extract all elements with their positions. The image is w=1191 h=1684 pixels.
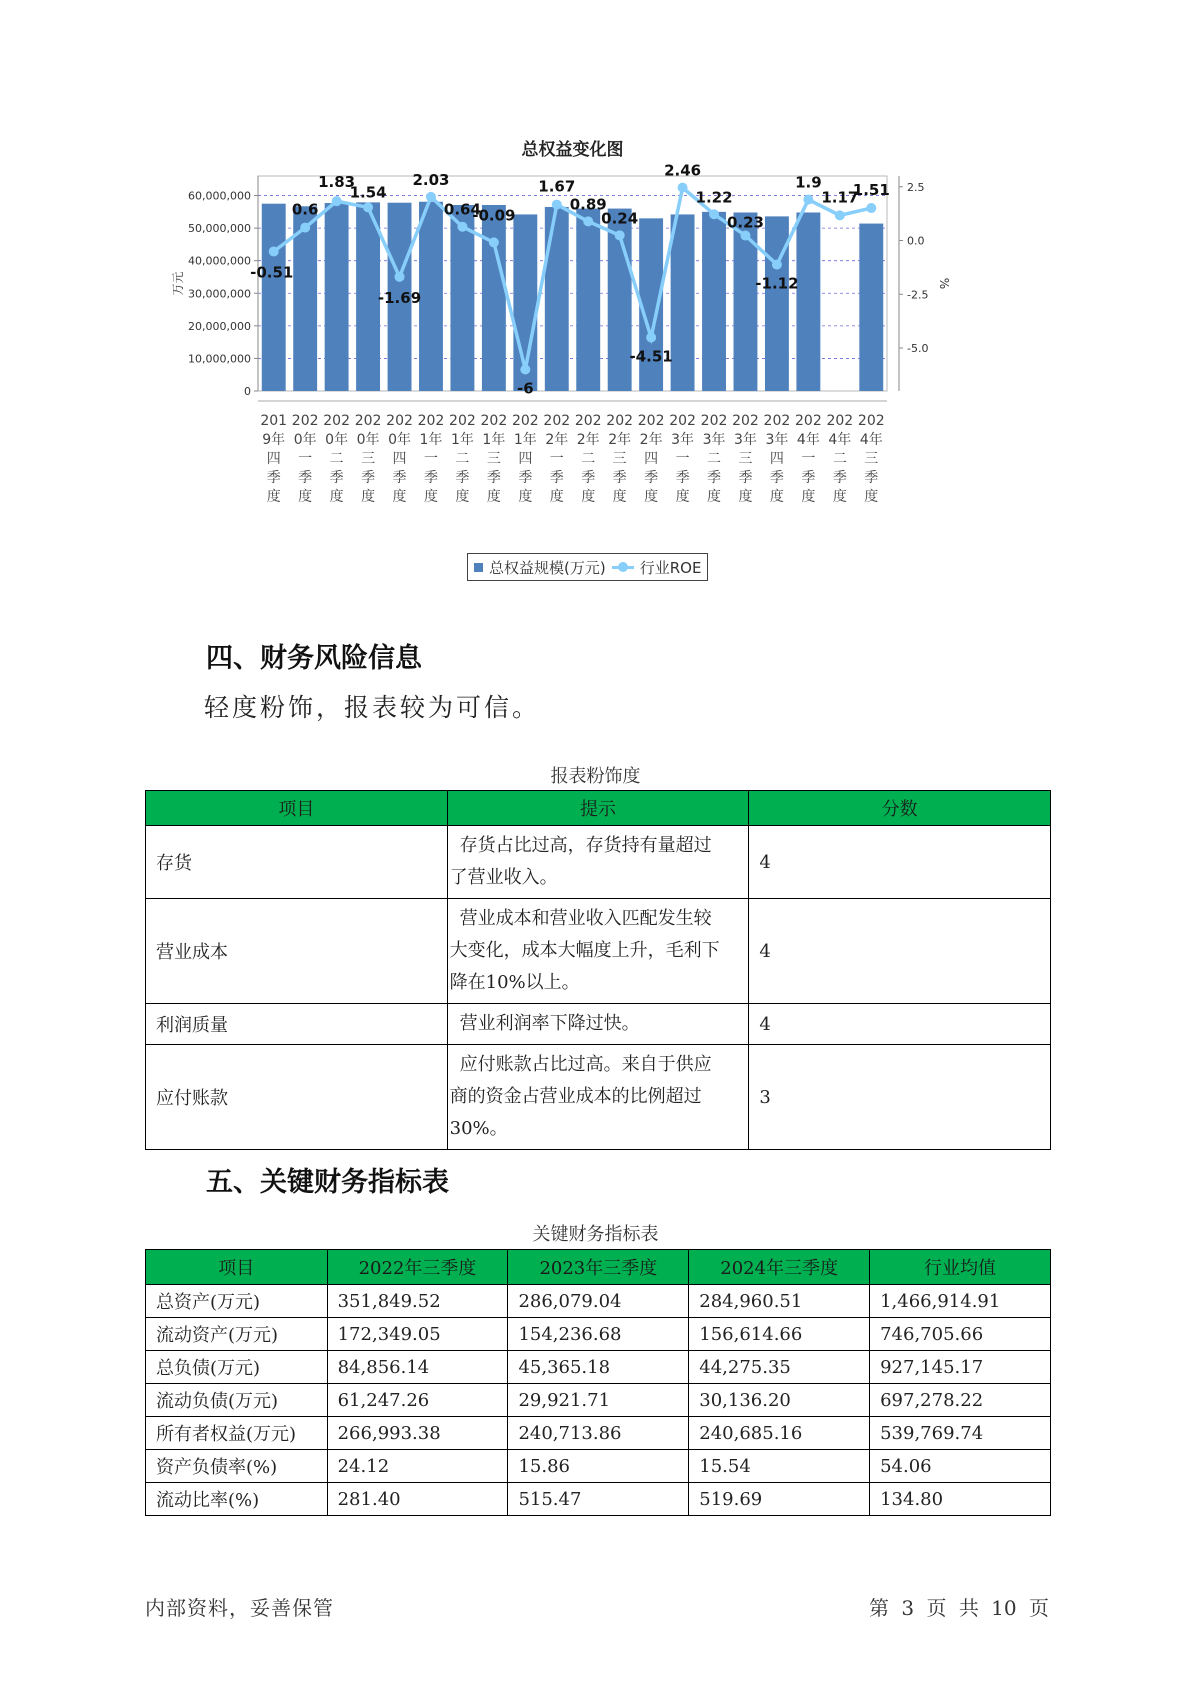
x-tick-label: 三 (612, 451, 627, 467)
x-tick-label: 季 (612, 470, 627, 486)
roe-data-label: 0.23 (726, 213, 764, 232)
risk-item: 营业成本 (146, 899, 448, 1004)
roe-data-label: 1.83 (318, 173, 356, 192)
table-row (146, 899, 1051, 1004)
y-tick-label: 20,000,000 (188, 319, 251, 333)
bar (545, 207, 569, 391)
kpi-cell: 流动比率(%) (146, 1483, 328, 1516)
x-tick-label: 二 (455, 451, 470, 467)
x-tick-label: 季 (361, 470, 376, 486)
kpi-header-cell: 2024年三季度 (689, 1250, 870, 1285)
risk-tip-line: 应付账款占比过高。来自于供应 (459, 1054, 712, 1075)
risk-table-caption: 报表粉饰度 (550, 766, 641, 787)
roe-data-label: 2.03 (412, 170, 450, 189)
x-tick-label: 202 (763, 413, 791, 429)
x-tick-label: 1年 (450, 432, 474, 448)
x-tick-label: 四 (266, 451, 281, 467)
legend-line-label: 行业ROE (639, 558, 702, 577)
y-tick-label: 40,000,000 (188, 254, 251, 268)
x-tick-label: 202 (323, 413, 350, 429)
roe-point (489, 237, 499, 247)
kpi-section-heading: 五、关键财务指标表 (206, 1167, 449, 1198)
x-tick-label: 202 (606, 413, 634, 429)
risk-header-item: 项目 (146, 791, 448, 826)
x-tick-label: 度 (423, 489, 438, 505)
bar (419, 202, 443, 391)
x-tick-label: 一 (423, 451, 438, 467)
risk-tip-line: 存货占比过高，存货持有量超过 (459, 835, 712, 856)
x-tick-label: 度 (769, 489, 784, 505)
x-tick-label: 三 (864, 451, 879, 467)
risk-table-header-row (146, 791, 1051, 826)
risk-tip (447, 1004, 749, 1045)
roe-data-label: -0.51 (250, 263, 294, 282)
roe-point (615, 230, 625, 240)
x-tick-label: 202 (417, 413, 445, 429)
y2-tick-label: 0.0 (907, 234, 925, 248)
kpi-cell: 84,856.14 (327, 1351, 508, 1384)
y-tick-label: 0 (244, 385, 251, 398)
legend-bar-swatch (474, 563, 483, 572)
kpi-header-cell: 行业均值 (870, 1250, 1051, 1285)
risk-tip-line: 了营业收入。 (449, 867, 558, 888)
bar (671, 214, 695, 391)
kpi-cell: 286,079.04 (508, 1285, 689, 1318)
x-tick-label: 季 (675, 470, 690, 486)
table-row (146, 1417, 1051, 1450)
kpi-cell: 519.69 (689, 1483, 870, 1516)
roe-data-label: 1.22 (695, 188, 733, 207)
legend-bar-label: 总权益规模(万元) (489, 558, 606, 577)
kpi-cell: 284,960.51 (689, 1285, 870, 1318)
roe-data-label: -4.51 (629, 347, 673, 366)
x-tick-label: 季 (707, 470, 722, 486)
x-tick-label: 度 (486, 489, 501, 505)
x-tick-label: 季 (455, 470, 470, 486)
kpi-table-header-row (146, 1250, 1051, 1285)
x-tick-label: 度 (361, 489, 376, 505)
risk-tip-line: 大变化，成本大幅度上升，毛利下 (449, 940, 720, 961)
x-tick-label: 202 (732, 413, 759, 429)
x-tick-label: 4年 (828, 432, 852, 448)
x-tick-label: 度 (612, 489, 627, 505)
roe-data-label: 1.67 (538, 177, 576, 196)
kpi-cell: 266,993.38 (327, 1417, 508, 1450)
kpi-cell: 44,275.35 (689, 1351, 870, 1384)
roe-point (552, 200, 562, 210)
roe-point (363, 202, 373, 212)
kpi-cell: 总负债(万元) (146, 1351, 328, 1384)
bar (262, 204, 286, 391)
roe-data-label: -0.09 (472, 206, 516, 225)
x-tick-label: 二 (707, 451, 722, 467)
x-tick-label: 度 (644, 489, 659, 505)
x-tick-label: 202 (637, 413, 665, 429)
x-tick-label: 度 (266, 489, 281, 505)
roe-data-label: 0.89 (569, 195, 607, 214)
roe-point (426, 192, 436, 202)
bar (765, 216, 789, 391)
x-tick-label: 度 (864, 489, 879, 505)
x-tick-label: 季 (738, 470, 753, 486)
x-tick-label: 度 (518, 489, 533, 505)
kpi-cell: 281.40 (327, 1483, 508, 1516)
x-tick-label: 季 (864, 470, 879, 486)
y-tick-label: 10,000,000 (188, 352, 251, 366)
kpi-cell: 总资产(万元) (146, 1285, 328, 1318)
risk-summary-text: 轻度粉饰，报表较为可信。 (204, 693, 541, 722)
risk-header-tip: 提示 (447, 791, 749, 826)
equity-chart (170, 140, 1050, 590)
kpi-cell: 351,849.52 (327, 1285, 508, 1318)
kpi-cell: 172,349.05 (327, 1318, 508, 1351)
x-tick-label: 2年 (639, 432, 663, 448)
x-tick-label: 度 (392, 489, 407, 505)
risk-score: 4 (749, 826, 1051, 899)
x-tick-label: 3年 (671, 432, 695, 448)
x-tick-label: 季 (486, 470, 501, 486)
kpi-header-cell: 项目 (146, 1250, 328, 1285)
kpi-cell: 所有者权益(万元) (146, 1417, 328, 1450)
x-tick-label: 四 (518, 451, 533, 467)
risk-header-score: 分数 (749, 791, 1051, 826)
x-tick-label: 度 (581, 489, 596, 505)
x-tick-label: 202 (449, 413, 476, 429)
risk-tip (447, 826, 749, 899)
x-tick-label: 1年 (513, 432, 537, 448)
table-row (146, 826, 1051, 899)
risk-tip (447, 899, 749, 1004)
kpi-cell: 746,705.66 (870, 1318, 1051, 1351)
x-tick-label: 202 (857, 413, 885, 429)
chart-title: 总权益变化图 (521, 140, 624, 160)
risk-score: 4 (749, 899, 1051, 1004)
x-tick-label: 一 (298, 451, 313, 467)
x-tick-label: 4年 (796, 432, 820, 448)
roe-point (269, 246, 279, 256)
roe-data-label: 0.64 (443, 200, 481, 219)
roe-point (866, 203, 876, 213)
roe-point (803, 195, 813, 205)
x-tick-label: 2年 (576, 432, 600, 448)
x-tick-label: 202 (480, 413, 508, 429)
footer-page-number: 第 3 页 共 10 页 (869, 1596, 1049, 1620)
x-tick-label: 0年 (388, 432, 411, 448)
footer-confidential-note: 内部资料，妥善保管 (145, 1596, 334, 1620)
roe-point (678, 183, 688, 193)
kpi-cell: 697,278.22 (870, 1384, 1051, 1417)
x-tick-label: 季 (329, 470, 344, 486)
risk-tip-line: 降在10%以上。 (449, 972, 580, 993)
bar (325, 203, 349, 391)
kpi-cell: 61,247.26 (327, 1384, 508, 1417)
kpi-cell: 134.80 (870, 1483, 1051, 1516)
roe-point (300, 223, 310, 233)
y-tick-label: 30,000,000 (188, 287, 251, 301)
risk-tip-line: 营业利润率下降过快。 (459, 1013, 640, 1034)
roe-point (520, 365, 530, 375)
y-axis-title: 万元 (171, 271, 185, 296)
roe-data-label: 1.51 (852, 181, 890, 200)
kpi-cell: 29,921.71 (508, 1384, 689, 1417)
x-tick-label: 0年 (325, 432, 349, 448)
x-tick-label: 2年 (608, 432, 632, 448)
roe-point (709, 209, 719, 219)
chart-legend (467, 553, 708, 581)
y2-tick-label: -5.0 (907, 342, 929, 355)
table-row (146, 1318, 1051, 1351)
y2-axis-title: % (937, 277, 951, 290)
roe-point (583, 216, 593, 226)
bar (482, 205, 506, 391)
x-tick-label: 一 (675, 451, 690, 467)
roe-point (332, 196, 342, 206)
risk-section-heading: 四、财务风险信息 (206, 643, 422, 674)
kpi-cell: 30,136.20 (689, 1384, 870, 1417)
x-tick-label: 0年 (356, 432, 380, 448)
x-tick-label: 202 (669, 413, 696, 429)
x-tick-label: 度 (801, 489, 816, 505)
x-tick-label: 季 (801, 470, 816, 486)
equity-chart-svg (170, 140, 1050, 590)
kpi-cell: 515.47 (508, 1483, 689, 1516)
x-tick-label: 2年 (545, 432, 569, 448)
risk-table (145, 790, 1051, 1150)
bar (796, 212, 820, 391)
x-tick-label: 3年 (702, 432, 726, 448)
x-tick-label: 度 (707, 489, 722, 505)
roe-data-label: 2.46 (664, 161, 702, 180)
roe-point (646, 332, 656, 342)
kpi-cell: 240,685.16 (689, 1417, 870, 1450)
risk-tip (447, 1045, 749, 1150)
table-row (146, 1384, 1051, 1417)
table-row (146, 1045, 1051, 1150)
kpi-cell: 240,713.86 (508, 1417, 689, 1450)
kpi-cell: 45,365.18 (508, 1351, 689, 1384)
x-tick-label: 201 (260, 413, 288, 429)
roe-point (395, 272, 405, 282)
x-tick-label: 三 (738, 451, 753, 467)
roe-point (740, 231, 750, 241)
x-tick-label: 202 (574, 413, 602, 429)
x-tick-label: 二 (832, 451, 847, 467)
risk-tip-line: 商的资金占营业成本的比例超过 (449, 1086, 702, 1107)
x-tick-label: 度 (675, 489, 690, 505)
x-tick-label: 季 (423, 470, 438, 486)
kpi-cell: 15.86 (508, 1450, 689, 1483)
x-tick-label: 季 (644, 470, 659, 486)
x-tick-label: 季 (769, 470, 784, 486)
kpi-table (145, 1249, 1051, 1516)
x-tick-label: 季 (392, 470, 407, 486)
kpi-cell: 资产负债率(%) (146, 1450, 328, 1483)
kpi-header-cell: 2022年三季度 (327, 1250, 508, 1285)
kpi-cell: 539,769.74 (870, 1417, 1051, 1450)
bar (576, 209, 600, 391)
kpi-table-caption: 关键财务指标表 (532, 1224, 659, 1245)
roe-data-label: 1.17 (821, 188, 859, 207)
x-tick-label: 1年 (482, 432, 506, 448)
x-tick-label: 202 (795, 413, 822, 429)
y2-tick-label: -2.5 (907, 288, 929, 302)
kpi-cell: 15.54 (689, 1450, 870, 1483)
y-tick-label: 60,000,000 (188, 189, 251, 203)
kpi-cell: 54.06 (870, 1450, 1051, 1483)
kpi-cell: 1,466,914.91 (870, 1285, 1051, 1318)
risk-item: 利润质量 (146, 1004, 448, 1045)
x-tick-label: 一 (549, 451, 564, 467)
kpi-cell: 流动负债(万元) (146, 1384, 328, 1417)
risk-score: 4 (749, 1004, 1051, 1045)
x-tick-label: 9年 (262, 432, 286, 448)
x-tick-label: 四 (769, 451, 784, 467)
table-row (146, 1285, 1051, 1318)
x-tick-label: 202 (354, 413, 382, 429)
risk-tip-line: 营业成本和营业收入匹配发生较 (459, 908, 712, 929)
bar (702, 212, 726, 391)
x-tick-label: 季 (266, 470, 281, 486)
x-tick-label: 202 (700, 413, 728, 429)
x-tick-label: 季 (298, 470, 313, 486)
roe-point (772, 260, 782, 270)
x-tick-label: 三 (486, 451, 501, 467)
x-tick-label: 度 (549, 489, 564, 505)
x-tick-label: 3年 (765, 432, 789, 448)
y-tick-label: 50,000,000 (188, 222, 251, 236)
kpi-cell: 156,614.66 (689, 1318, 870, 1351)
roe-data-label: 1.54 (349, 183, 387, 202)
x-tick-label: 度 (455, 489, 470, 505)
x-tick-label: 度 (329, 489, 344, 505)
roe-point (835, 210, 845, 220)
x-tick-label: 4年 (859, 432, 883, 448)
bar (859, 224, 883, 391)
legend-line-swatch (612, 562, 634, 572)
x-tick-label: 202 (291, 413, 319, 429)
x-tick-label: 一 (801, 451, 816, 467)
bar (356, 202, 380, 391)
roe-data-label: 1.9 (795, 173, 822, 192)
roe-data-label: 0.6 (291, 200, 319, 219)
x-tick-label: 季 (549, 470, 564, 486)
risk-item: 应付账款 (146, 1045, 448, 1150)
table-row (146, 1351, 1051, 1384)
x-tick-label: 202 (543, 413, 571, 429)
x-tick-label: 0年 (293, 432, 317, 448)
table-row (146, 1483, 1051, 1516)
x-tick-label: 度 (298, 489, 313, 505)
roe-data-label: -1.69 (377, 288, 422, 307)
x-tick-label: 季 (518, 470, 533, 486)
kpi-cell: 流动资产(万元) (146, 1318, 328, 1351)
x-tick-label: 1年 (419, 432, 443, 448)
x-tick-label: 3年 (734, 432, 757, 448)
x-tick-label: 季 (581, 470, 596, 486)
roe-data-label: 0.24 (601, 209, 639, 228)
x-tick-label: 度 (832, 489, 847, 505)
risk-tip-line: 30%。 (449, 1118, 508, 1139)
roe-data-label: -1.12 (755, 274, 799, 293)
x-tick-label: 二 (581, 451, 596, 467)
y2-tick-label: 2.5 (907, 180, 925, 194)
roe-data-label: -6 (516, 379, 534, 398)
table-row (146, 1450, 1051, 1483)
x-tick-label: 二 (329, 451, 344, 467)
x-tick-label: 三 (361, 451, 376, 467)
roe-point (457, 222, 467, 232)
x-tick-label: 季 (832, 470, 847, 486)
x-tick-label: 202 (511, 413, 539, 429)
risk-score: 3 (749, 1045, 1051, 1150)
x-tick-label: 四 (644, 451, 659, 467)
kpi-cell: 154,236.68 (508, 1318, 689, 1351)
bar (450, 205, 474, 391)
kpi-cell: 927,145.17 (870, 1351, 1051, 1384)
kpi-header-cell: 2023年三季度 (508, 1250, 689, 1285)
x-tick-label: 度 (738, 489, 753, 505)
table-row (146, 1004, 1051, 1045)
kpi-cell: 24.12 (327, 1450, 508, 1483)
x-tick-label: 四 (392, 451, 407, 467)
x-tick-label: 202 (386, 413, 413, 429)
x-tick-label: 202 (826, 413, 854, 429)
risk-item: 存货 (146, 826, 448, 899)
